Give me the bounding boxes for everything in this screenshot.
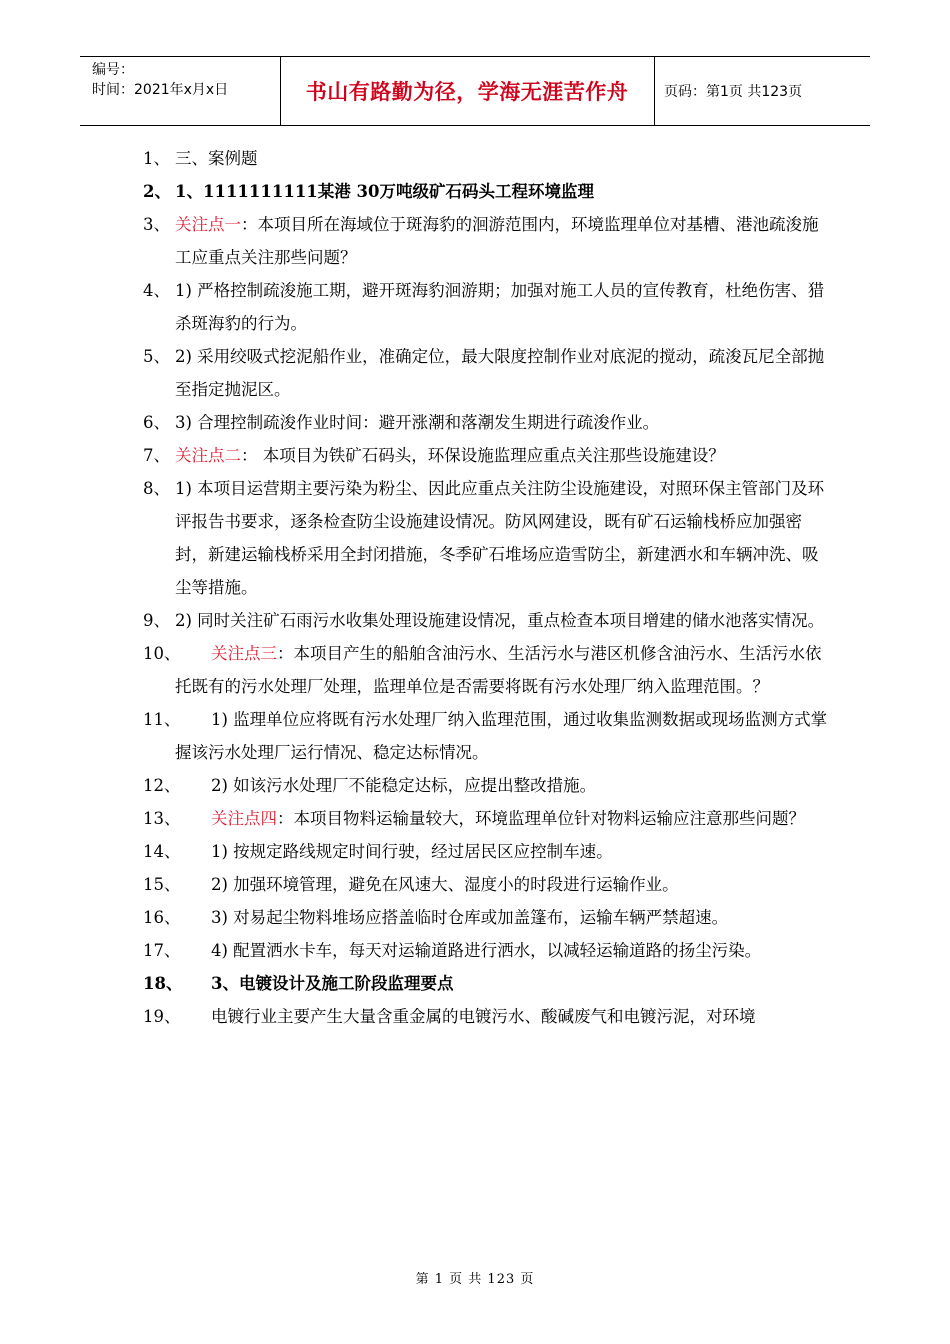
item-number: 10、 xyxy=(143,644,181,663)
header-meta-cell xyxy=(80,57,281,125)
list-item xyxy=(143,703,833,769)
serial-number-label: 编号： xyxy=(92,62,134,78)
list-item xyxy=(143,637,833,703)
item-text-block xyxy=(143,901,833,934)
list-item xyxy=(143,769,833,802)
item-number: 6、 xyxy=(143,413,170,432)
item-text-block xyxy=(143,208,833,274)
item-text: ：本项目产生的船舶含油污水、生活污水与港区机修含油污水、生活污水依托既有的污水处理厂处理，监理单位是否需要将既有污水处理厂纳入监理范围。？ xyxy=(175,644,822,696)
list-item xyxy=(143,208,833,274)
list-item xyxy=(143,835,833,868)
item-text: 电镀行业主要产生大量含重金属的电镀污水、酸碱废气和电镀污泥，对环境 xyxy=(211,1007,756,1026)
item-text-block xyxy=(143,967,833,1000)
item-text: 4) 配置洒水卡车，每天对运输道路进行洒水，以减轻运输道路的扬尘污染。 xyxy=(211,941,762,960)
item-number: 1、 xyxy=(143,149,170,168)
item-number: 19、 xyxy=(143,1007,181,1026)
item-number: 9、 xyxy=(143,611,170,630)
list-item xyxy=(143,340,833,406)
list-item xyxy=(143,868,833,901)
header-motto-cell xyxy=(280,57,655,125)
item-text: 三、案例题 xyxy=(175,149,258,168)
item-text: 1) 本项目运营期主要污染为粉尘、因此应重点关注防尘设施建设，对照环保主管部门及环评报告书要求，逐条检查防尘设施建设情况。防风网建设，既有矿石运输栈桥应加强密封，新建运输栈桥采用全封闭措施，冬季矿石堆场应造雪防尘，新建洒水和车辆冲洗、吸尘等措施。 xyxy=(175,479,825,597)
item-number: 18、 xyxy=(143,974,183,993)
list-item xyxy=(143,472,833,604)
item-text: 1、1111111111某港 30万吨级矿石码头工程环境监理 xyxy=(175,182,594,201)
item-number: 17、 xyxy=(143,941,181,960)
item-text-block xyxy=(143,637,833,703)
header-page-code: 页码：第1页 共123页 xyxy=(664,84,803,100)
item-text-block xyxy=(143,439,833,472)
item-text: 3) 合理控制疏浚作业时间：避开涨潮和落潮发生期进行疏浚作业。 xyxy=(175,413,660,432)
list-item xyxy=(143,604,833,637)
item-text-block xyxy=(143,769,833,802)
list-item xyxy=(143,274,833,340)
list-item-heading xyxy=(143,175,833,208)
focus-point-label: 关注点三 xyxy=(211,644,277,663)
item-number: 8、 xyxy=(143,479,170,498)
item-number: 12、 xyxy=(143,776,181,795)
item-text-block xyxy=(143,1000,833,1033)
item-number: 14、 xyxy=(143,842,181,861)
focus-point-label: 关注点四 xyxy=(211,809,277,828)
item-text: ：本项目物料运输量较大，环境监理单位针对物料运输应注意那些问题？ xyxy=(277,809,805,828)
item-number: 7、 xyxy=(143,446,170,465)
item-text: ：本项目所在海域位于斑海豹的洄游范围内，环境监理单位对基槽、港池疏浚施工应重点关注那些问题？ xyxy=(175,215,819,267)
list-item-heading xyxy=(143,967,833,1000)
item-text: 2) 加强环境管理，避免在风速大、湿度小的时段进行运输作业。 xyxy=(211,875,679,894)
item-number: 13、 xyxy=(143,809,181,828)
list-item xyxy=(143,439,833,472)
item-text: 2) 同时关注矿石雨污水收集处理设施建设情况，重点检查本项目增建的储水池落实情况。 xyxy=(175,611,825,630)
item-text: 1) 严格控制疏浚施工期，避开斑海豹洄游期；加强对施工人员的宣传教育，杜绝伤害、猎杀斑海豹的行为。 xyxy=(175,281,825,333)
item-text-block xyxy=(143,868,833,901)
page-footer: 第 1 页 共 123 页 xyxy=(415,1272,535,1287)
list-item xyxy=(143,802,833,835)
header-page-cell xyxy=(654,57,870,125)
list-item xyxy=(143,901,833,934)
item-number: 5、 xyxy=(143,347,170,366)
item-number: 15、 xyxy=(143,875,181,894)
list-item xyxy=(143,142,833,175)
item-number: 2、 xyxy=(143,182,171,201)
item-number: 16、 xyxy=(143,908,181,927)
item-text-block xyxy=(143,802,833,835)
focus-point-label: 关注点一 xyxy=(175,215,241,234)
date-label: 时间：2021年x月x日 xyxy=(92,82,229,98)
item-text: 1) 监理单位应将既有污水处理厂纳入监理范围，通过收集监测数据或现场监测方式掌握该污水处理厂运行情况、稳定达标情况。 xyxy=(175,710,828,762)
list-item xyxy=(143,934,833,967)
item-text: 2) 采用绞吸式挖泥船作业，准确定位，最大限度控制作业对底泥的搅动，疏浚瓦尼全部抛至指定抛泥区。 xyxy=(175,347,825,399)
item-text: 2) 如该污水处理厂不能稳定达标，应提出整改措施。 xyxy=(211,776,597,795)
item-number: 11、 xyxy=(143,710,181,729)
item-text-block xyxy=(143,934,833,967)
header-motto: 书山有路勤为径，学海无涯苦作舟 xyxy=(305,80,629,104)
item-text-block xyxy=(143,835,833,868)
list-item xyxy=(143,406,833,439)
document-header xyxy=(80,56,870,126)
document-body xyxy=(143,142,833,1033)
item-text: ： 本项目为铁矿石码头，环保设施监理应重点关注那些设施建设？ xyxy=(241,446,725,465)
item-number: 3、 xyxy=(143,215,170,234)
list-item xyxy=(143,1000,833,1033)
focus-point-label: 关注点二 xyxy=(175,446,241,465)
item-text: 3) 对易起尘物料堆场应搭盖临时仓库或加盖篷布，运输车辆严禁超速。 xyxy=(211,908,729,927)
item-text: 1) 按规定路线规定时间行驶，经过居民区应控制车速。 xyxy=(211,842,613,861)
item-number: 4、 xyxy=(143,281,170,300)
item-text-block xyxy=(143,703,833,769)
item-text: 3、电镀设计及施工阶段监理要点 xyxy=(211,974,454,993)
